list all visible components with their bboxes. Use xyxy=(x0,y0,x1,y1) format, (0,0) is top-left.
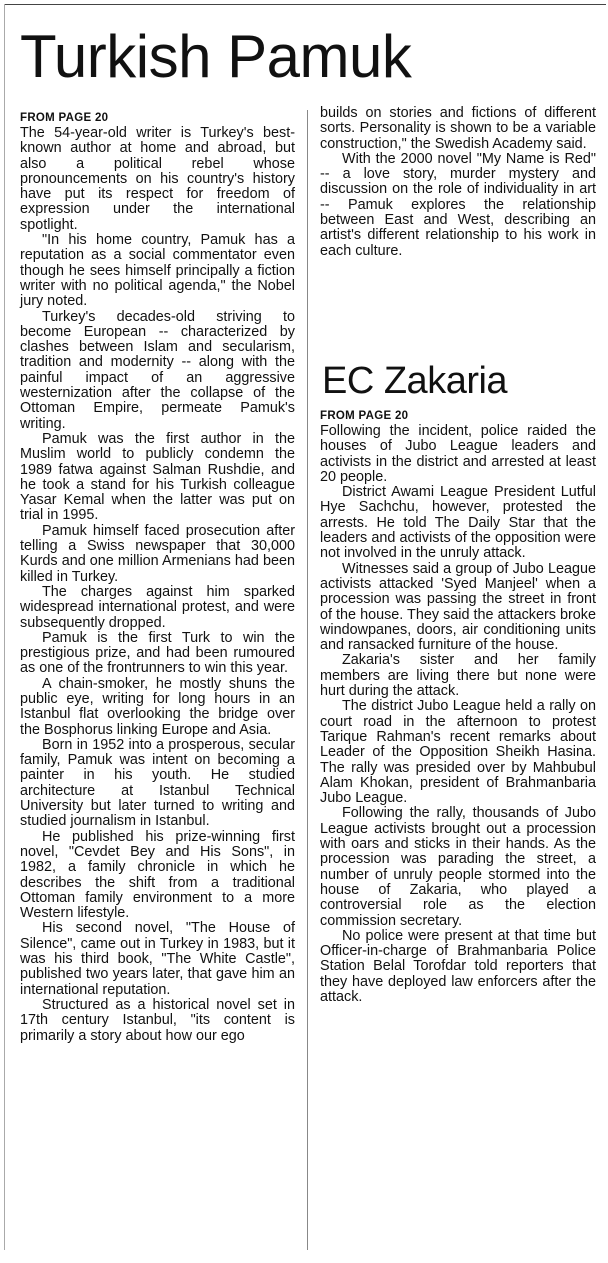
pamuk-paragraph: Structured as a historical novel set in 17th century Istanbul, "its content is primarily a story about how our ego xyxy=(20,996,295,1044)
pamuk-paragraph: The charges against him sparked widespread international protest, and were subsequently dropped. xyxy=(20,583,295,631)
pamuk-paragraph: Pamuk himself faced prosecution after telling a Swiss newspaper that 30,000 Kurds and one million Armenians had been killed in Turkey. xyxy=(20,522,295,585)
pamuk-paragraph: The 54-year-old writer is Turkey's best-known author at home and abroad, but also a political rebel whose pronouncements on his country's history have put its respect for freedom of expression under the international spotlight. xyxy=(20,125,295,233)
column-divider xyxy=(307,110,308,1250)
top-rule xyxy=(4,4,606,5)
zakaria-paragraph: Witnesses said a group of Jubo League activists attacked 'Syed Manjeel' when a procession was passing the street in front of the house. They said the attackers broke windowpanes, doors, air conditioning units and ransacked furniture of the house. xyxy=(320,560,596,654)
pamuk-paragraph: A chain-smoker, he mostly shuns the public eye, writing for long hours in an Istanbul flat overlooking the bridge over the Bosphorus linking Europe and Asia. xyxy=(20,675,295,738)
pamuk-paragraph: Turkey's decades-old striving to become European -- characterized by clashes between Islam and secularism, tradition and modernity -- along with the painful impact of an aggressive westernization after the collapse of the Ottoman Empire, permeate Pamuk's writing. xyxy=(20,308,295,432)
pamuk-paragraph: Pamuk was the first author in the Muslim world to publicly condemn the 1989 fatwa against Salman Rushdie, and he took a stand for his Turkish colleague Yasar Kemal when the latter was put on trial in 1995. xyxy=(20,430,295,524)
zakaria-column xyxy=(320,410,596,1005)
pamuk-paragraph: His second novel, "The House of Silence", came out in Turkey in 1983, but it was his third book, "The White Castle", published two years later, that gave him an international reputation. xyxy=(20,920,295,998)
zakaria-paragraph: Following the rally, thousands of Jubo League activists brought out a procession with oars and sticks in their hands. As the procession was parading the street, a number of unruly people stormed into the house of Zakaria, who played a controversial role as the election commission secretary. xyxy=(320,805,596,929)
zakaria-paragraph: Following the incident, police raided the houses of Jubo League leaders and activists in the district and arrested at least 20 people. xyxy=(320,423,596,485)
pamuk-paragraph: Pamuk is the first Turk to win the prestigious prize, and had been rumoured as one of the frontrunners to win this year. xyxy=(20,629,295,677)
pamuk-headline: Turkish Pamuk xyxy=(20,23,412,90)
zakaria-paragraph: No police were present at that time but Officer-in-charge of Brahmanbaria Police Station Belal Torofdar told reporters that they have deployed law enforcers after the attack. xyxy=(320,927,596,1005)
pamuk-kicker: FROM PAGE 20 xyxy=(20,112,109,124)
pamuk-paragraph: With the 2000 novel "My Name is Red" -- a love story, murder mystery and discussion on the role of individuality in art -- Pamuk explores the relationship between East and West, describing an artist's different relationship to his work in each culture. xyxy=(320,150,596,259)
zakaria-paragraph: The district Jubo League held a rally on court road in the afternoon to protest Tarique Rahman's recent remarks about Leader of the Opposition Sheikh Hasina. The rally was presided over by Mahbubul Alam Khokan, president of Brahmanbaria Jubo League. xyxy=(320,698,596,807)
left-border xyxy=(4,4,5,1250)
zakaria-paragraph: Zakaria's sister and her family members are living there but none were hurt during the attack. xyxy=(320,652,596,700)
pamuk-left-column xyxy=(20,112,295,1044)
pamuk-paragraph: builds on stories and fictions of different sorts. Personality is shown to be a variable construction," the Swedish Academy said. xyxy=(320,105,596,152)
zakaria-kicker: FROM PAGE 20 xyxy=(320,410,409,422)
pamuk-right-column xyxy=(320,106,596,259)
pamuk-paragraph: "In his home country, Pamuk has a reputation as a social commentator even though he sees himself principally a fiction writer with no political agenda," the Nobel jury noted. xyxy=(20,232,295,310)
zakaria-paragraph: District Awami League President Lutful Hye Sachchu, however, protested the arrests. He told The Daily Star that the leaders and activists of the opposition were not involved in the unruly attack. xyxy=(320,484,596,562)
pamuk-paragraph: Born in 1952 into a prosperous, secular family, Pamuk was intent on becoming a painter in his youth. He studied architecture at Istanbul Technical University but later turned to writing and studied journalism in Istanbul. xyxy=(20,736,295,830)
pamuk-paragraph: He published his prize-winning first novel, "Cevdet Bey and His Sons", in 1982, a family chronicle in which he describes the shift from a traditional Ottoman family environment to a more Western lifestyle. xyxy=(20,828,295,922)
zakaria-headline: EC Zakaria xyxy=(322,360,508,402)
